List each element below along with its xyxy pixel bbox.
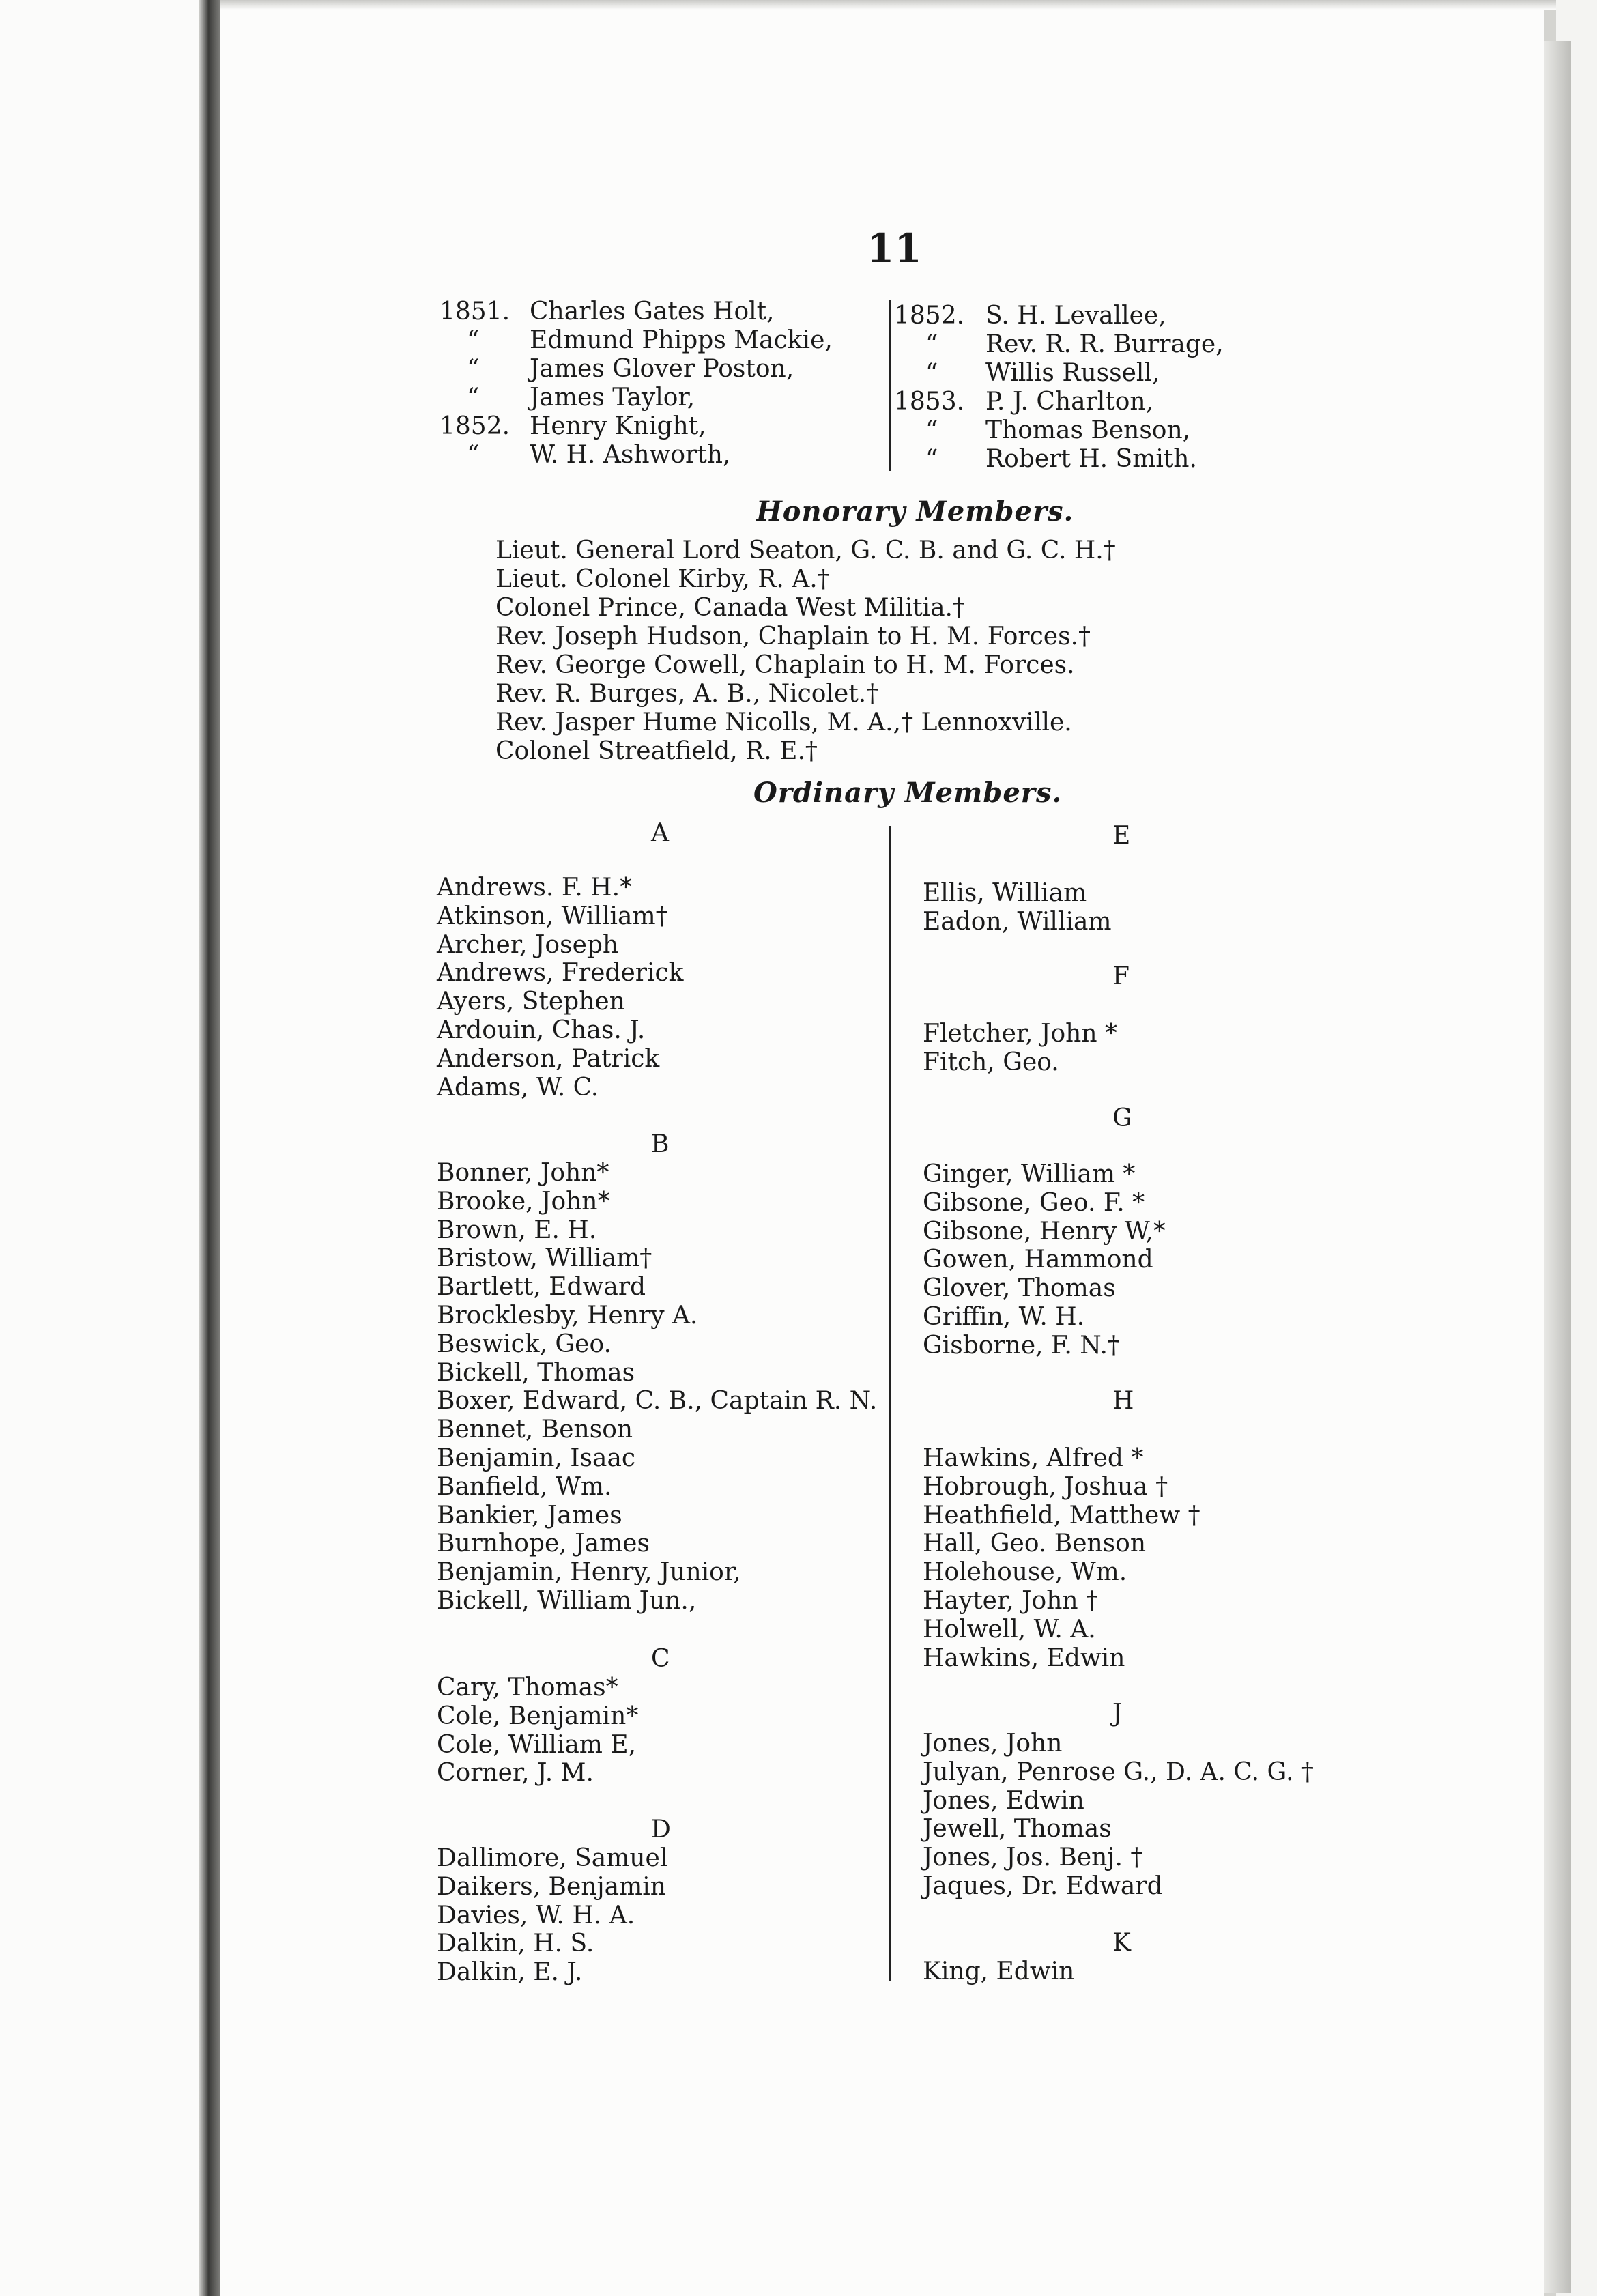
member-entry: Corner, J. M. <box>437 1759 594 1788</box>
member-entry: Beswick, Geo. <box>437 1330 612 1358</box>
honorary-member: Lieut. General Lord Seaton, G. C. B. and G. C. H.† <box>495 536 1116 564</box>
intake-name: James Glover Poston, <box>530 355 794 383</box>
intake-name: P. J. Charlton, <box>985 388 1154 416</box>
member-entry: Andrews. F. H.* <box>437 874 633 902</box>
section-letter-c: C <box>651 1645 670 1673</box>
member-entry: Dallimore, Samuel <box>437 1844 668 1872</box>
member-entry: Hawkins, Edwin <box>923 1644 1125 1672</box>
intake-year: “ <box>467 355 480 383</box>
member-entry: Bickell, Thomas <box>437 1358 635 1387</box>
member-entry: Andrews, Frederick <box>437 959 684 988</box>
section-letter-b: B <box>651 1130 670 1158</box>
member-entry: Bonner, John* <box>437 1159 609 1187</box>
member-entry: Cole, William E, <box>437 1730 637 1759</box>
book-gutter <box>199 0 220 2296</box>
member-entry: Jaques, Dr. Edward <box>923 1872 1163 1900</box>
member-entry: Benjamin, Isaac <box>437 1444 636 1472</box>
honorary-member: Rev. George Cowell, Chaplain to H. M. Forces. <box>495 651 1075 679</box>
previous-page-leaf <box>0 0 205 2296</box>
member-entry: Gibsone, Henry W,* <box>923 1217 1166 1246</box>
member-entry: Hawkins, Alfred * <box>923 1444 1144 1472</box>
section-letter-e: E <box>1112 822 1131 850</box>
section-letter-h: H <box>1112 1387 1134 1415</box>
intake-name: Edmund Phipps Mackie, <box>530 326 833 354</box>
member-entry: Hall, Geo. Benson <box>923 1530 1147 1558</box>
page-right-edge <box>1544 41 1571 2293</box>
page-number: 11 <box>867 225 922 272</box>
member-entry: Bickell, William Jun., <box>437 1587 697 1615</box>
member-entry: Ginger, William * <box>923 1160 1136 1188</box>
honorary-heading: Honorary Members. <box>756 496 1074 528</box>
section-letter-j: J <box>1112 1699 1123 1727</box>
member-entry: Jones, Jos. Benj. † <box>923 1843 1143 1872</box>
intake-name: S. H. Levallee, <box>985 302 1166 330</box>
section-letter-f: F <box>1112 962 1130 990</box>
page-sheet <box>220 7 1556 2296</box>
honorary-member: Lieut. Colonel Kirby, R. A.† <box>495 565 830 593</box>
honorary-member: Rev. Joseph Hudson, Chaplain to H. M. Forces.† <box>495 622 1091 650</box>
intake-name: Henry Knight, <box>530 412 706 440</box>
section-letter-a: A <box>651 819 669 847</box>
section-letter-k: K <box>1112 1929 1131 1957</box>
member-entry: Gowen, Hammond <box>923 1246 1153 1274</box>
intake-year: “ <box>467 326 480 354</box>
member-entry: King, Edwin <box>923 1957 1075 1985</box>
intake-year: “ <box>467 441 480 469</box>
member-entry: Jones, Edwin <box>923 1786 1084 1815</box>
member-entry: Boxer, Edward, C. B., Captain R. N. <box>437 1387 878 1416</box>
intake-name: W. H. Ashworth, <box>530 441 731 469</box>
member-entry: Jewell, Thomas <box>923 1815 1112 1843</box>
member-entry: Hobrough, Joshua † <box>923 1472 1168 1501</box>
member-entry: Brown, E. H. <box>437 1216 597 1244</box>
intake-column-divider <box>889 300 891 471</box>
intake-name: Willis Russell, <box>985 359 1160 387</box>
ordinary-heading: Ordinary Members. <box>753 777 1063 809</box>
intake-name: Rev. R. R. Burrage, <box>985 330 1224 358</box>
intake-year: “ <box>925 445 938 473</box>
member-entry: Anderson, Patrick <box>437 1044 660 1073</box>
member-entry: Bankier, James <box>437 1501 622 1530</box>
member-entry: Cole, Benjamin* <box>437 1702 639 1730</box>
section-letter-g: G <box>1112 1104 1132 1132</box>
intake-name: Thomas Benson, <box>985 416 1191 444</box>
member-entry: Adams, W. C. <box>437 1073 599 1102</box>
member-entry: Hayter, John † <box>923 1587 1099 1615</box>
member-entry: Holwell, W. A. <box>923 1615 1096 1644</box>
member-entry: Archer, Joseph <box>437 930 619 959</box>
section-letter-d: D <box>651 1816 671 1843</box>
member-entry: Dalkin, E. J. <box>437 1958 583 1987</box>
member-entry: Brooke, John* <box>437 1187 610 1216</box>
member-entry: Heathfield, Matthew † <box>923 1501 1200 1530</box>
honorary-member: Colonel Prince, Canada West Militia.† <box>495 594 965 622</box>
member-entry: Brocklesby, Henry A. <box>437 1302 698 1330</box>
intake-year: “ <box>467 384 480 412</box>
page-top-edge <box>220 0 1556 10</box>
member-entry: Benjamin, Henry, Junior, <box>437 1558 741 1587</box>
intake-year: “ <box>925 359 938 387</box>
member-entry: Daikers, Benjamin <box>437 1872 666 1901</box>
member-entry: Holehouse, Wm. <box>923 1558 1127 1587</box>
member-entry: Dalkin, H. S. <box>437 1929 594 1958</box>
member-entry: Jones, John <box>923 1730 1063 1757</box>
member-entry: Gisborne, F. N.† <box>923 1331 1120 1360</box>
member-entry: Eadon, William <box>923 907 1112 936</box>
ordinary-column-divider <box>889 826 891 1981</box>
member-entry: Fletcher, John * <box>923 1020 1117 1048</box>
intake-year: “ <box>925 416 938 444</box>
member-entry: Atkinson, William† <box>437 902 668 930</box>
member-entry: Fitch, Geo. <box>923 1048 1059 1076</box>
honorary-member: Rev. Jasper Hume Nicolls, M. A.,† Lennoxville. <box>495 708 1072 736</box>
honorary-member: Rev. R. Burges, A. B., Nicolet.† <box>495 680 879 708</box>
intake-year: 1852. <box>440 412 510 440</box>
member-entry: Ellis, William <box>923 879 1087 907</box>
member-entry: Burnhope, James <box>437 1530 650 1558</box>
member-entry: Griffin, W. H. <box>923 1303 1085 1331</box>
member-entry: Banfield, Wm. <box>437 1472 612 1501</box>
member-entry: Bennet, Benson <box>437 1416 633 1444</box>
member-entry: Bristow, William† <box>437 1244 652 1273</box>
honorary-member: Colonel Streatfield, R. E.† <box>495 737 818 765</box>
member-entry: Cary, Thomas* <box>437 1674 618 1702</box>
intake-year: 1851. <box>440 298 510 326</box>
intake-name: Robert H. Smith. <box>985 445 1197 473</box>
intake-year: “ <box>925 330 938 358</box>
member-entry: Bartlett, Edward <box>437 1273 646 1302</box>
intake-year: 1852. <box>894 302 965 330</box>
member-entry: Ardouin, Chas. J. <box>437 1016 646 1044</box>
intake-year: 1853. <box>894 388 965 416</box>
member-entry: Davies, W. H. A. <box>437 1901 635 1929</box>
intake-name: James Taylor, <box>530 384 695 412</box>
member-entry: Gibsone, Geo. F. * <box>923 1188 1145 1217</box>
member-entry: Ayers, Stephen <box>437 988 625 1016</box>
member-entry: Julyan, Penrose G., D. A. C. G. † <box>923 1757 1314 1786</box>
intake-name: Charles Gates Holt, <box>530 298 775 326</box>
member-entry: Glover, Thomas <box>923 1274 1116 1303</box>
